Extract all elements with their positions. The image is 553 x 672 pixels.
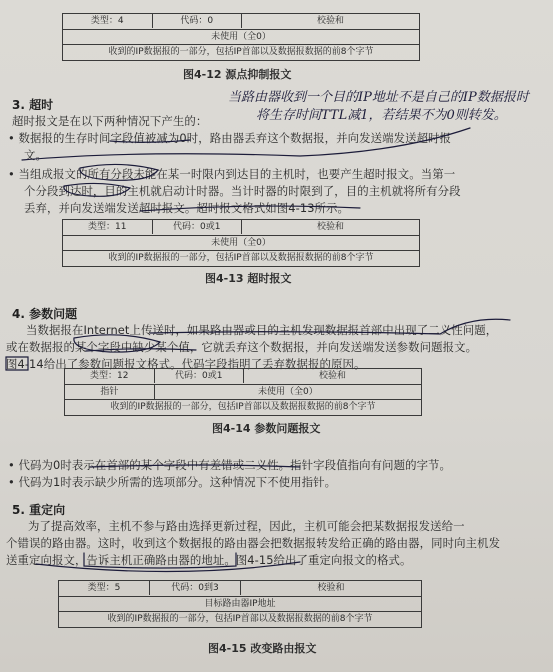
fig13-payload-field: 收到的IP数据报的一部分，包括IP首部以及数据报数据的前8个字节 [108, 253, 374, 263]
redirect-heading: 5. 重定向 [12, 503, 66, 517]
fig12-type-field: 类型：4 [90, 15, 124, 26]
fig12-packet-format [62, 13, 420, 61]
fig15-type-field: 类型：5 [87, 582, 121, 593]
fig12-unused-field: 未使用（全0） [211, 31, 271, 42]
fig15-checksum-field: 校验和 [240, 581, 421, 595]
fig14-pointer-field: 指针 [100, 386, 119, 397]
fig14-checksum-field: 校验和 [243, 369, 421, 383]
fig15-payload-field: 收到的IP数据报的一部分，包括IP首部以及数据报数据的前8个字节 [107, 614, 373, 624]
param-line3: 图4-14给出了参数问题报文格式。代码字段指明了丢弃数据报的原因。 [6, 357, 366, 371]
fig12-checksum-field: 校验和 [241, 14, 419, 28]
fig14-caption: 图4-14 参数问题报文 [212, 422, 321, 435]
fig13-code-field: 代码：0或1 [152, 220, 242, 234]
code1-bullet: • 代码为1时表示缺少所需的选项部分。这种情况下不使用指针。 [8, 475, 337, 489]
timeout-bullet2-line2: 个分段到达时，目的主机就启动计时器。当计时器的时限到了，目的主机就将所有分段 [24, 184, 461, 198]
fig15-packet-format [58, 580, 422, 628]
fig14-type-field: 类型：12 [90, 370, 129, 381]
fig12-payload-field: 收到的IP数据报的一部分，包括IP首部以及数据报数据的前8个字节 [108, 47, 374, 57]
timeout-bullet2-line3: 丢弃，并向发送端发送超时报文。超时报文格式如图4-13所示。 [24, 201, 350, 215]
handwritten-note-line2: 将生存时间TTL减1，若结果不为0则转发。 [256, 108, 507, 123]
fig15-code-field: 代码：0到3 [149, 581, 240, 595]
redirect-line1: 为了提高效率，主机不参与路由选择更新过程，因此，主机可能会把某数据报发送给一 [28, 519, 465, 533]
fig13-packet-format [62, 219, 420, 267]
timeout-intro: 超时报文是在以下两种情况下产生的： [12, 114, 208, 128]
timeout-heading: 3. 超时 [12, 98, 54, 112]
fig13-type-field: 类型：11 [88, 221, 127, 232]
timeout-bullet2-line1: • 当组成报文的所有分段未能在某一时限内到达目的主机时，也要产生超时报文。当第一 [8, 167, 456, 181]
fig15-target-router-field: 目标路由器IP地址 [204, 598, 276, 609]
fig14-packet-format [64, 368, 422, 416]
handwritten-note-line1: 当路由器收到一个目的IP地址不是自己的IP数据报时 [228, 90, 529, 105]
timeout-bullet1-line1: • 数据报的生存时间字段值被减为0时，路由器丢弃这个数据报，并向发送端发送超时报 [8, 131, 452, 145]
redirect-line3: 送重定向报文，告诉主机正确路由器的地址。图4-15给出了重定向报文的格式。 [6, 553, 412, 567]
fig14-unused-field: 未使用（全0） [154, 385, 421, 399]
fig13-unused-field: 未使用（全0） [211, 237, 271, 248]
fig12-caption: 图4-12 源点抑制报文 [183, 68, 292, 81]
param-line1: 当数据报在Internet上传送时，如果路由器或目的主机发现数据报首部中出现了二义性问题， [26, 323, 498, 337]
timeout-bullet1-line2: 文。 [24, 148, 47, 162]
code0-bullet: • 代码为0时表示在首部的某个字段中有差错或二义性。指针字段值指向有问题的字节。 [8, 458, 452, 472]
fig13-caption: 图4-13 超时报文 [205, 272, 292, 285]
fig13-checksum-field: 校验和 [241, 220, 419, 234]
fig12-code-field: 代码：0 [152, 14, 242, 28]
fig14-code-field: 代码：0或1 [154, 369, 244, 383]
fig15-caption: 图4-15 改变路由报文 [208, 642, 317, 655]
redirect-line2: 个错误的路由器。这时，收到这个数据报的路由器会把数据报转发给正确的路由器，同时向主机发 [6, 536, 501, 550]
param-line2: 或在数据报的某个字段中缺少某个值，它就丢弃这个数据报，并向发送端发送参数问题报文。 [6, 340, 478, 354]
fig14-payload-field: 收到的IP数据报的一部分，包括IP首部以及数据报数据的前8个字节 [110, 402, 376, 412]
param-heading: 4. 参数问题 [12, 307, 78, 321]
